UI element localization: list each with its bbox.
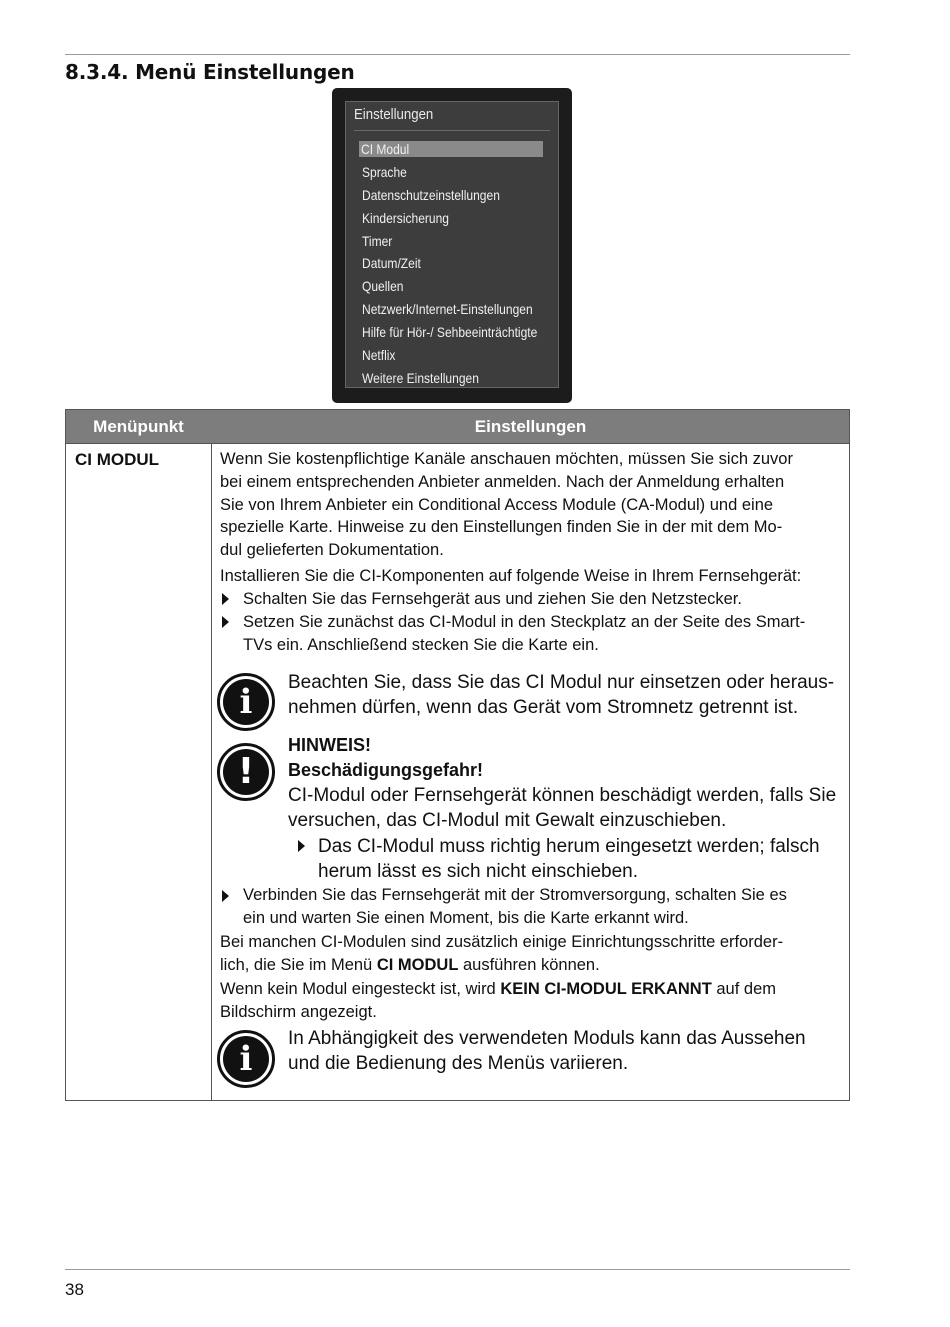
tv-menu-item-weitere[interactable]: Weitere Einstellungen bbox=[362, 370, 479, 386]
bullet-line: Setzen Sie zunächst das CI-Modul in den Steckplatz an der Seite des Smart- bbox=[243, 613, 806, 631]
tv-menu-item-datum-zeit[interactable]: Datum/Zeit bbox=[362, 255, 421, 271]
bullet-steckplatz bbox=[243, 611, 868, 657]
info-line: und die Bedienung des Menüs variieren. bbox=[288, 1053, 629, 1074]
warning-title: HINWEIS! bbox=[288, 735, 371, 755]
settings-table bbox=[65, 409, 850, 1101]
tv-menu-item-netzwerk[interactable]: Netzwerk/Internet-Einstellungen bbox=[362, 301, 533, 317]
bullet-line: Verbinden Sie das Fernsehgerät mit der Stromversorgung, schalten Sie es bbox=[243, 886, 787, 904]
info-note-modul bbox=[288, 1026, 848, 1076]
tv-menu-item-hilfe[interactable]: Hilfe für Hör-/ Sehbeeinträchtigte bbox=[362, 324, 538, 340]
warning-bullet bbox=[318, 834, 848, 884]
section-title: 8.3.4. Menü Einstellungen bbox=[65, 60, 355, 84]
intro-line: Wenn Sie kostenpflichtige Kanäle anschauen möchten, müssen Sie sich zuvor bbox=[220, 450, 793, 468]
info-note-strom bbox=[288, 670, 848, 720]
exclamation-warning-icon: ! bbox=[217, 743, 275, 801]
intro-paragraph bbox=[220, 448, 845, 562]
header-einstellungen: Einstellungen bbox=[474, 417, 587, 436]
screen-message: KEIN CI-MODUL ERKANNT bbox=[500, 980, 712, 998]
paragraph-line: Bei manchen CI-Modulen sind zusätzlich einige Einrichtungsschritte erforder- bbox=[220, 933, 784, 951]
text-span: auf dem bbox=[711, 980, 776, 998]
tv-menu-item-sprache[interactable]: Sprache bbox=[362, 164, 407, 180]
warning-bullet-line: herum lässt es sich nicht einschieben. bbox=[318, 861, 638, 882]
info-icon: i bbox=[217, 1030, 275, 1088]
paragraph-einrichtung bbox=[220, 931, 845, 977]
paragraph-line: Bildschirm angezeigt. bbox=[220, 1002, 377, 1021]
bullet-arrow-icon bbox=[222, 616, 229, 628]
info-line: nehmen dürfen, wenn das Gerät vom Stromnetz getrennt ist. bbox=[288, 697, 799, 718]
warning-bullet-line: Das CI-Modul muss richtig herum eingesetzt werden; falsch bbox=[318, 836, 820, 857]
tv-menu-item-timer[interactable]: Timer bbox=[362, 233, 393, 249]
table-header bbox=[66, 410, 849, 443]
tv-menu-item-netflix[interactable]: Netflix bbox=[362, 347, 396, 363]
intro-line: dul gelieferten Dokumentation. bbox=[220, 541, 444, 560]
row-label-ci-modul: CI MODUL bbox=[75, 450, 160, 469]
bullet-line: ein und warten Sie einen Moment, bis die Karte erkannt wird. bbox=[243, 908, 689, 927]
bullet-arrow-icon bbox=[298, 840, 305, 852]
info-line: Beachten Sie, dass Sie das CI Modul nur einsetzen oder heraus- bbox=[288, 672, 835, 693]
info-icon: i bbox=[217, 673, 275, 731]
tv-menu-item-quellen[interactable]: Quellen bbox=[362, 278, 404, 294]
info-line: In Abhängigkeit des verwendeten Moduls kann das Aussehen bbox=[288, 1028, 806, 1049]
text-span: lich, die Sie im Menü bbox=[220, 955, 377, 974]
menu-reference: CI MODUL bbox=[376, 955, 459, 974]
paragraph-line bbox=[220, 978, 845, 1001]
bullet-line: TVs ein. Anschließend stecken Sie die Karte ein. bbox=[243, 635, 599, 654]
header-menuepunkt: Menüpunkt bbox=[93, 417, 184, 436]
text-span: Wenn kein Modul eingesteckt ist, wird bbox=[220, 980, 501, 998]
intro-line: bei einem entsprechenden Anbieter anmelden. Nach der Anmeldung erhalten bbox=[220, 472, 785, 491]
warning-line: versuchen, das CI-Modul mit Gewalt einzuschieben. bbox=[288, 810, 727, 831]
text-span: ausführen können. bbox=[458, 955, 600, 974]
page-number: 38 bbox=[65, 1280, 84, 1299]
tv-menu-item-datenschutz[interactable]: Datenschutzeinstellungen bbox=[362, 187, 500, 203]
paragraph-kein-modul bbox=[220, 978, 845, 1024]
bullet-stromversorgung bbox=[243, 884, 848, 930]
bullet-arrow-icon bbox=[222, 890, 229, 902]
tv-menu-title: Einstellungen bbox=[354, 106, 434, 123]
install-intro: Installieren Sie die CI-Komponenten auf folgende Weise in Ihrem Fernsehgerät: bbox=[220, 567, 802, 585]
bottom-rule bbox=[65, 1269, 850, 1270]
paragraph-line bbox=[220, 954, 845, 977]
tv-menu-item-ci-modul[interactable]: CI Modul bbox=[361, 141, 410, 157]
tv-settings-menu bbox=[332, 88, 572, 403]
bullet-arrow-icon bbox=[222, 593, 229, 605]
intro-line: spezielle Karte. Hinweise zu den Einstellungen finden Sie in der mit dem Mo- bbox=[220, 518, 783, 537]
warning-line: CI-Modul oder Fernsehgerät können beschädigt werden, falls Sie bbox=[288, 785, 837, 806]
bullet-netzstecker: Schalten Sie das Fernsehgerät aus und ziehen Sie den Netzstecker. bbox=[243, 590, 742, 608]
tv-menu-item-kindersicherung[interactable]: Kindersicherung bbox=[362, 210, 450, 226]
tv-menu-panel bbox=[345, 101, 559, 388]
tv-menu-divider bbox=[354, 130, 550, 131]
intro-line: Sie von Ihrem Anbieter ein Conditional Access Module (CA-Modul) und eine bbox=[220, 495, 774, 514]
warning-subtitle: Beschädigungsgefahr! bbox=[288, 760, 484, 780]
top-rule bbox=[65, 54, 850, 55]
header-divider bbox=[66, 443, 849, 444]
column-divider bbox=[211, 443, 212, 1100]
warning-text bbox=[288, 783, 848, 833]
